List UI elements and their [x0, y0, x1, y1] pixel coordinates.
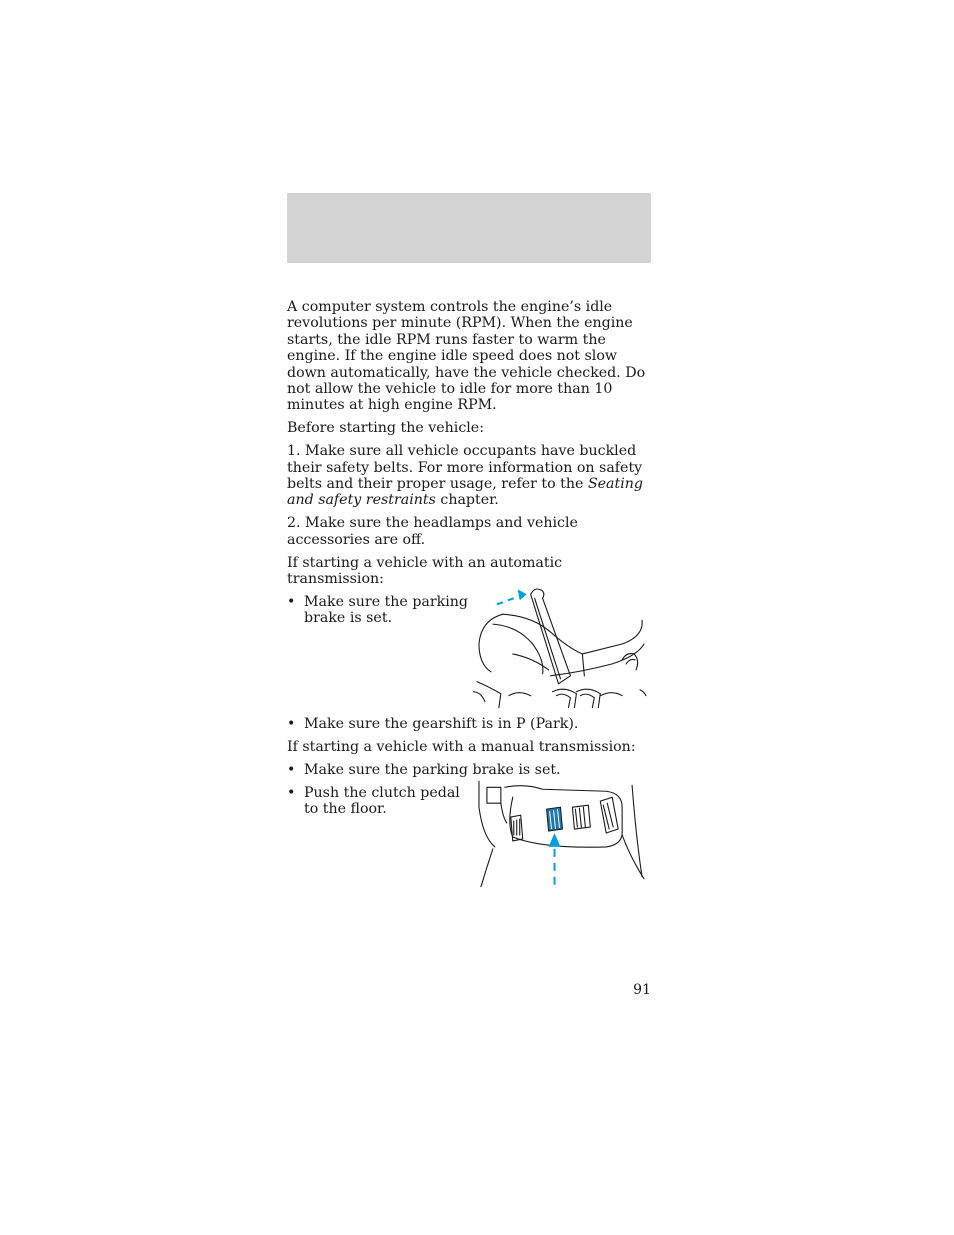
intro-paragraph: A computer system controls the engine’s idle revolutions per minute (RPM). When the engine starts, the idle RPM runs faster to warm the engine. If the engine idle speed does not slow down automatically, have the vehicle checked. Do not allow the vehicle to idle for more than 10 minutes at high engine RPM.	[287, 299, 646, 414]
page-number: 91	[633, 982, 651, 998]
list-item	[287, 594, 473, 627]
bullet-marker: •	[287, 784, 296, 801]
before-starting-paragraph: Before starting the vehicle:	[287, 420, 484, 437]
bullet-marker: •	[287, 761, 296, 778]
clutch-pedal-row	[287, 785, 651, 891]
bullet-text: Make sure the parking brake is set.	[304, 761, 561, 778]
page-content	[287, 299, 651, 891]
list-item	[287, 716, 651, 732]
bullet-text: Push the clutch pedal to the floor.	[304, 784, 460, 818]
bullet-text: Make sure the gearshift is in P (Park).	[304, 716, 579, 732]
parking-brake-row	[287, 594, 651, 710]
clutch-pedal-illustration	[473, 777, 648, 891]
step-1	[287, 443, 651, 509]
bullet-marker: •	[287, 716, 296, 732]
step-1-text-a: 1. Make sure all vehicle occupants have buckled their safety belts. For more information on safety belts and their proper usage, refer to the	[287, 443, 643, 493]
list-item	[287, 762, 651, 778]
automatic-transmission-heading: If starting a vehicle with an automatic transmission:	[287, 554, 563, 588]
step-1-text-b: chapter.	[435, 492, 499, 509]
step-2: 2. Make sure the headlamps and vehicle accessories are off.	[287, 515, 578, 548]
bullet-text: Make sure the parking brake is set.	[304, 594, 469, 627]
parking-brake-lever-illustration	[473, 584, 648, 710]
section-header-band	[287, 193, 651, 263]
chapter-reference: Seating and safety restraints	[287, 476, 643, 509]
bullet-marker: •	[287, 594, 296, 610]
manual-transmission-heading: If starting a vehicle with a manual transmission:	[287, 738, 636, 755]
list-item	[287, 785, 473, 818]
